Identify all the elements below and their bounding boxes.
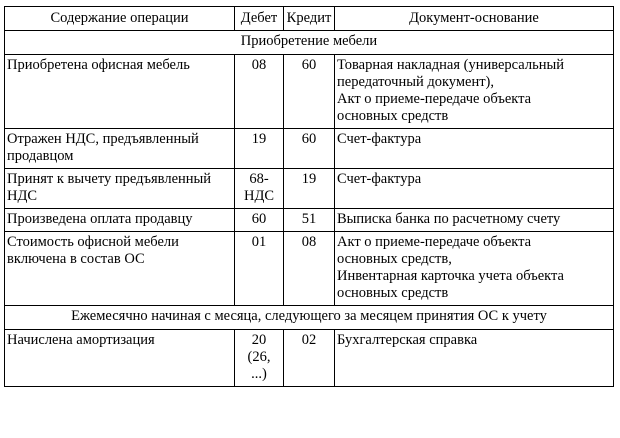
document-text: Выписка банка по расчетному счету: [337, 211, 561, 227]
operation-text: НДС: [7, 188, 38, 204]
operation-cell: [5, 169, 235, 209]
document-text: основных средств: [337, 108, 449, 124]
table-row: [5, 55, 614, 129]
operation-text: Приобретена офисная мебель: [7, 57, 190, 73]
document-text: основных средств,: [337, 251, 452, 267]
debit-cell: [235, 129, 284, 169]
debit-text: 20: [251, 332, 267, 348]
document-text: Счет-фактура: [337, 131, 422, 147]
credit-cell: 08: [284, 232, 335, 306]
section-title-monthly: Ежемесячно начиная с месяца, следующего за месяцем принятия ОС к учету: [5, 306, 614, 330]
operation-cell: [5, 55, 235, 129]
section-row: [5, 31, 614, 55]
credit-cell: 02: [284, 330, 335, 387]
debit-text: НДС: [243, 188, 275, 204]
operation-cell: [5, 209, 235, 232]
document-cell: [335, 55, 614, 129]
operation-text: Стоимость офисной мебели: [7, 234, 179, 250]
credit-cell: 60: [284, 55, 335, 129]
operation-cell: [5, 330, 235, 387]
document-text: Акт о приеме-передаче объекта: [337, 91, 532, 107]
header-debit: Дебет: [235, 7, 284, 31]
document-text: Счет-фактура: [337, 171, 422, 187]
credit-cell: 19: [284, 169, 335, 209]
document-text: Акт о приеме-передаче объекта: [337, 234, 532, 250]
operation-text: Произведена оплата продавцу: [7, 211, 193, 227]
debit-cell: [235, 330, 284, 387]
header-row: [5, 7, 614, 31]
section-row: [5, 306, 614, 330]
header-operation: Содержание операции: [5, 7, 235, 31]
document-text: Товарная накладная (универсальный: [337, 57, 564, 73]
header-document: Документ-основание: [335, 7, 614, 31]
table-row: [5, 209, 614, 232]
operation-text: Отражен НДС, предъявленный: [7, 131, 199, 147]
debit-text: ...): [251, 366, 267, 382]
debit-text: 60: [251, 211, 267, 227]
document-cell: [335, 330, 614, 387]
table-row: [5, 232, 614, 306]
document-cell: [335, 209, 614, 232]
operation-text: продавцом: [7, 148, 74, 164]
debit-text: 68-: [249, 171, 269, 187]
operation-cell: [5, 232, 235, 306]
operation-text: включена в состав ОС: [7, 251, 145, 267]
credit-cell: 51: [284, 209, 335, 232]
operation-cell: [5, 129, 235, 169]
document-text: Инвентарная карточка учета объекта: [337, 268, 564, 284]
table-row: [5, 169, 614, 209]
table-row: [5, 129, 614, 169]
debit-cell: [235, 232, 284, 306]
document-cell: [335, 232, 614, 306]
document-cell: [335, 129, 614, 169]
document-text: основных средств: [337, 285, 449, 301]
operation-text: Принят к вычету предъявленный: [7, 171, 212, 187]
debit-text: 08: [251, 57, 267, 73]
document-text: передаточный документ),: [337, 74, 495, 90]
debit-cell: [235, 209, 284, 232]
document-cell: [335, 169, 614, 209]
debit-cell: [235, 169, 284, 209]
section-title-purchase: Приобретение мебели: [5, 31, 614, 55]
debit-text: 01: [251, 234, 267, 250]
operation-text: Начислена амортизация: [7, 332, 155, 348]
debit-text: 19: [251, 131, 267, 147]
header-credit: Кредит: [284, 7, 335, 31]
table-row: [5, 330, 614, 387]
credit-cell: 60: [284, 129, 335, 169]
debit-text: (26,: [247, 349, 271, 365]
debit-cell: [235, 55, 284, 129]
document-text: Бухгалтерская справка: [337, 332, 478, 348]
accounting-entries-table: [4, 6, 614, 387]
